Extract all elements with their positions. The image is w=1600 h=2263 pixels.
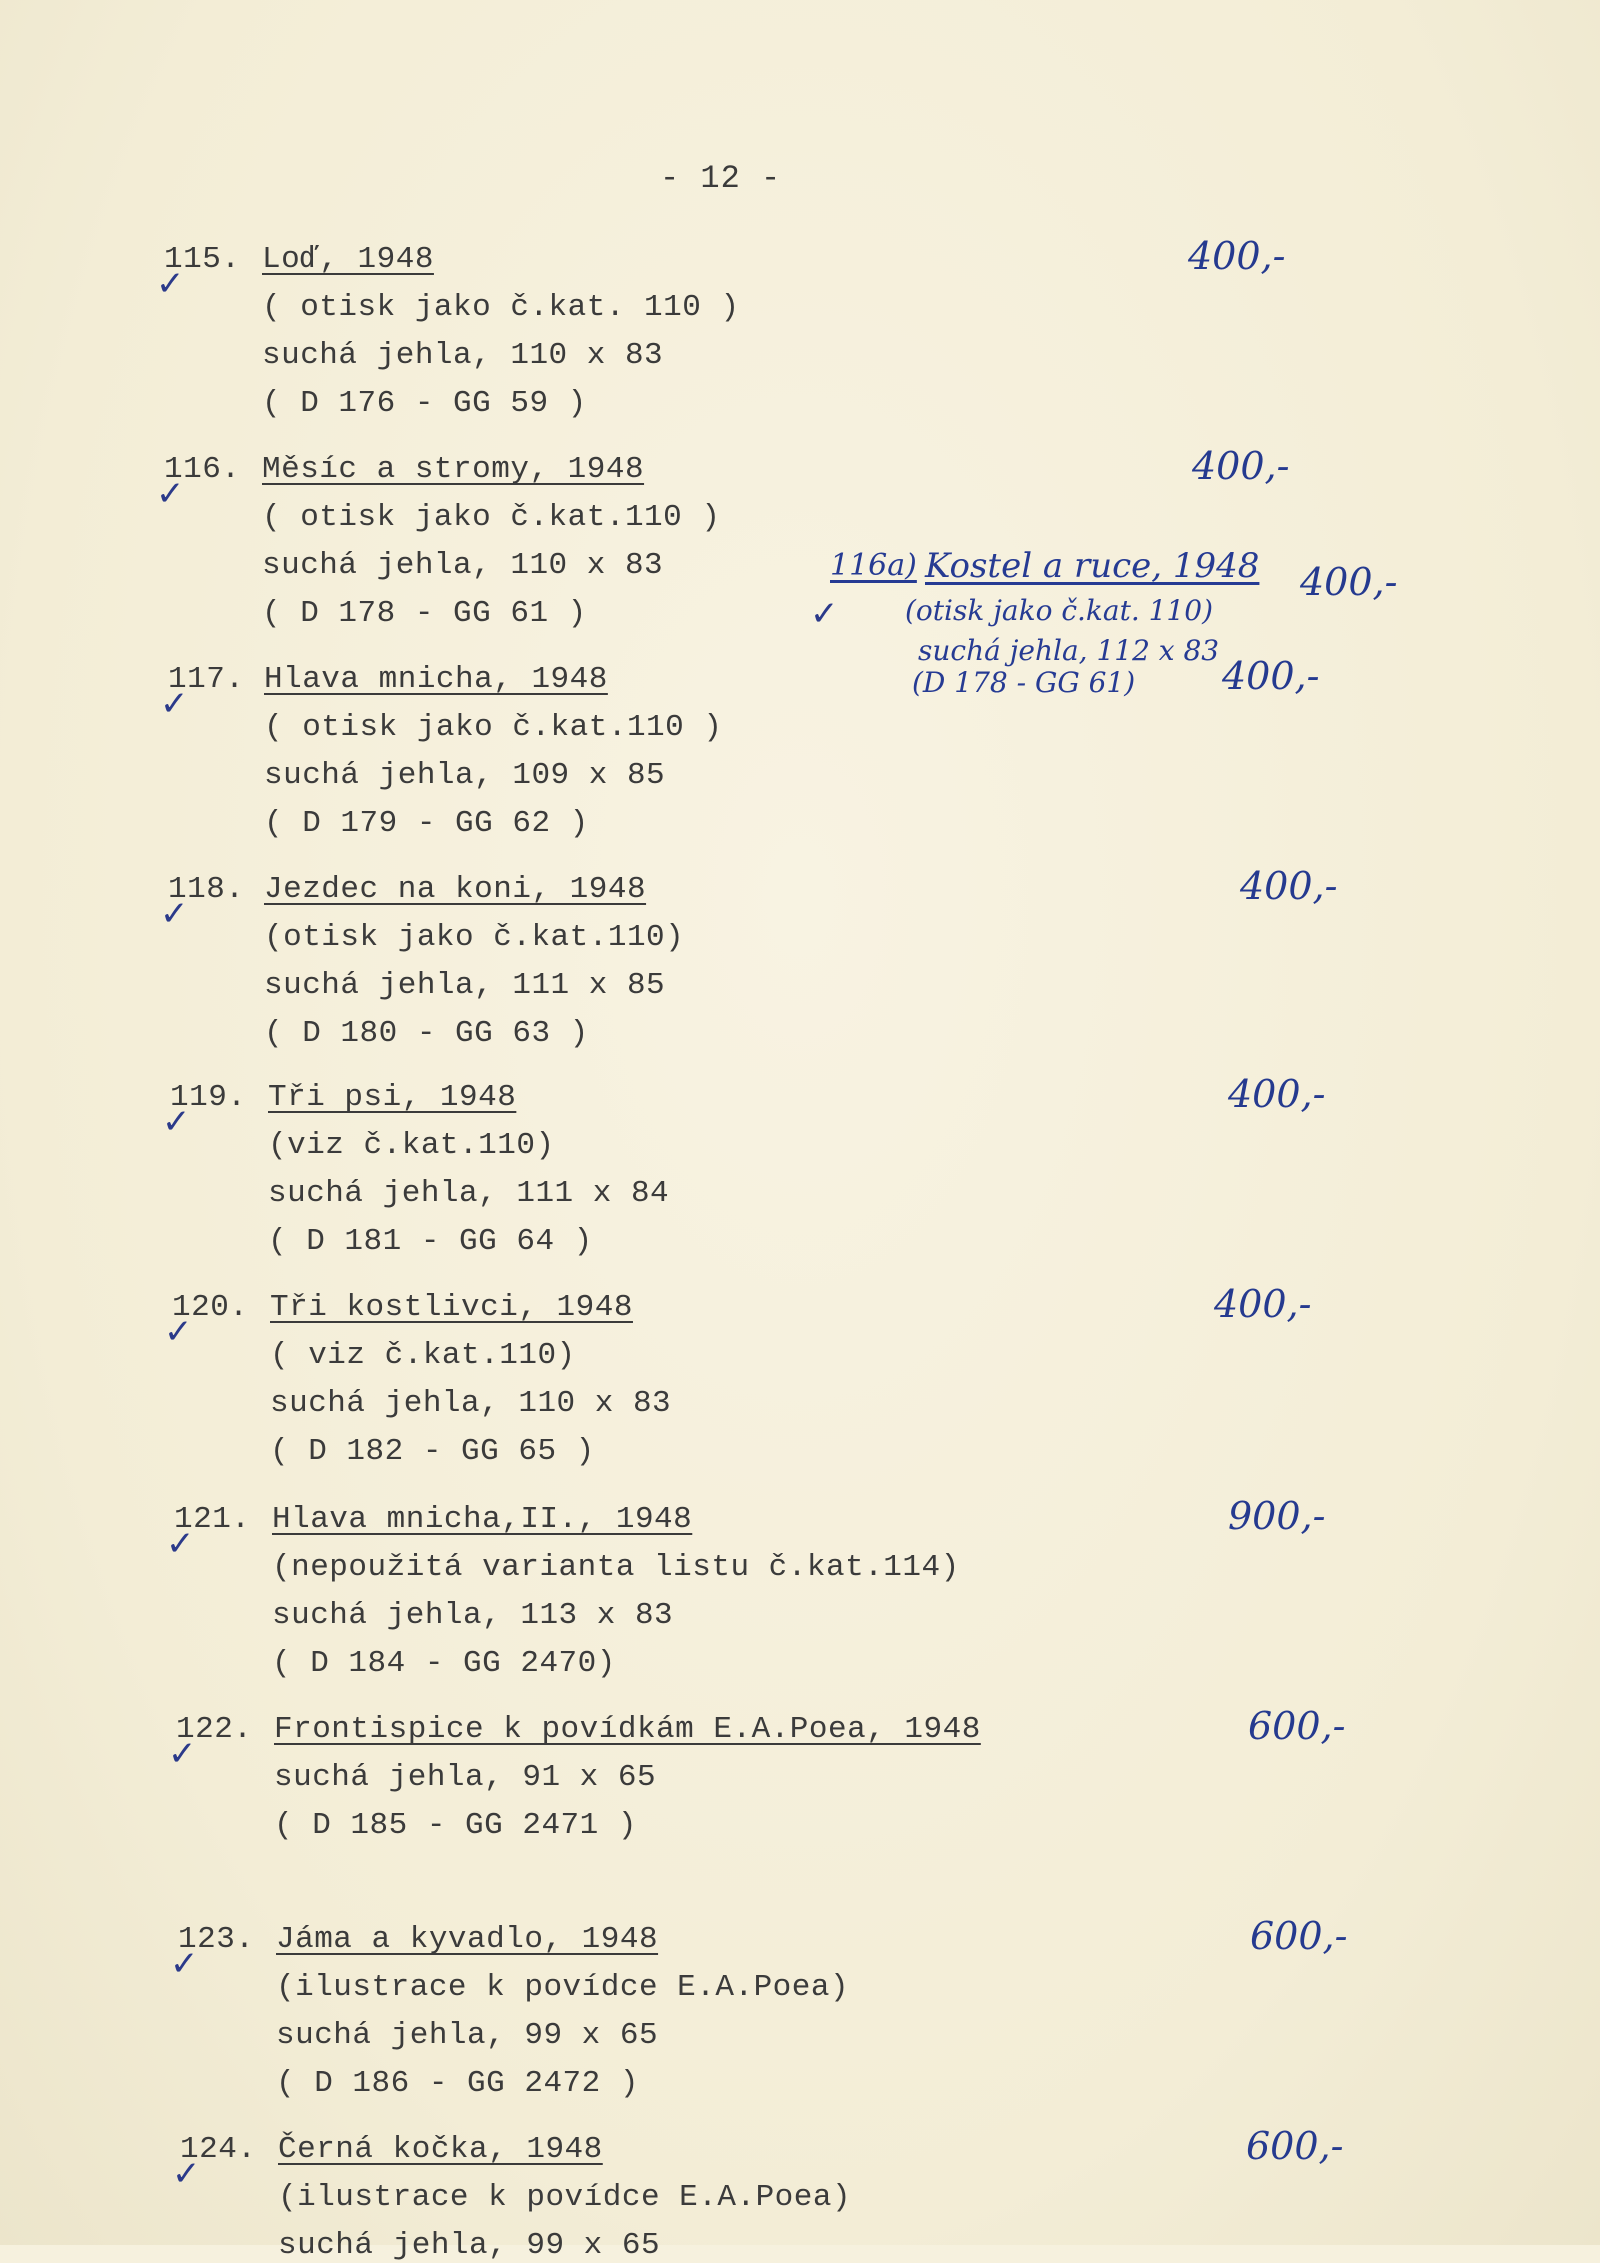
page-number: - 12 - xyxy=(660,160,782,197)
entry-title: Hlava mnicha,II., 1948 xyxy=(272,1502,693,1537)
check-mark-icon: ✓ xyxy=(160,894,189,934)
entry-detail-line: ( D 176 - GG 59 ) xyxy=(262,386,587,421)
entry-detail-line: suchá jehla, 110 x 83 xyxy=(262,338,664,373)
entry-title: Frontispice k povídkám E.A.Poea, 1948 xyxy=(274,1712,981,1747)
entry-price: 400,- xyxy=(1240,864,1338,908)
entry-detail-line: (ilustrace k povídce E.A.Poea) xyxy=(276,1970,850,2005)
entry-detail-line: ( D 186 - GG 2472 ) xyxy=(276,2066,639,2101)
entry-number: 119. xyxy=(170,1080,247,1115)
entry-title: Černá kočka, 1948 xyxy=(278,2132,603,2167)
entry-price: 600,- xyxy=(1246,2124,1344,2168)
entry-number: 123. xyxy=(178,1922,255,1957)
entry-price: 400,- xyxy=(1192,444,1290,488)
entry-detail-line: (viz č.kat.110) xyxy=(268,1128,555,1163)
entry-detail-line: (nepoužitá varianta listu č.kat.114) xyxy=(272,1550,960,1585)
entry-detail-line: ( D 180 - GG 63 ) xyxy=(264,1016,589,1051)
entry-detail-line: ( otisk jako č.kat.110 ) xyxy=(264,710,723,745)
handwritten-addition-line-3: (D 178 - GG 61) xyxy=(912,666,1136,699)
entry-detail-line: (otisk jako č.kat.110) xyxy=(264,920,685,955)
entry-detail-line: ( D 179 - GG 62 ) xyxy=(264,806,589,841)
entry-title: Jezdec na koni, 1948 xyxy=(264,872,647,907)
entry-title: Tři psi, 1948 xyxy=(268,1080,517,1115)
check-mark-icon: ✓ xyxy=(170,1944,199,1984)
entry-price: 600,- xyxy=(1248,1704,1346,1748)
entry-price: 400,- xyxy=(1214,1282,1312,1326)
handwritten-addition-line-1: (otisk jako č.kat. 110) xyxy=(905,594,1213,627)
entry-detail-line: ( viz č.kat.110) xyxy=(270,1338,576,1373)
entry-detail-line: suchá jehla, 91 x 65 xyxy=(274,1760,657,1795)
check-mark-icon: ✓ xyxy=(156,264,185,304)
check-mark-icon: ✓ xyxy=(166,1524,195,1564)
entry-price: 400,- xyxy=(1188,234,1286,278)
check-mark-icon: ✓ xyxy=(810,594,839,634)
check-mark-icon: ✓ xyxy=(168,1734,197,1774)
entry-detail-line: (ilustrace k povídce E.A.Poea) xyxy=(278,2180,852,2215)
entry-price: 400,- xyxy=(1222,654,1320,698)
entry-detail-line: suchá jehla, 99 x 65 xyxy=(276,2018,659,2053)
entry-number: 122. xyxy=(176,1712,253,1747)
entry-price: 900,- xyxy=(1228,1494,1326,1538)
entry-number: 118. xyxy=(168,872,245,907)
check-mark-icon: ✓ xyxy=(162,1102,191,1142)
entry-number: 120. xyxy=(172,1290,249,1325)
check-mark-icon: ✓ xyxy=(164,1312,193,1352)
entry-detail-line: ( otisk jako č.kat. 110 ) xyxy=(262,290,740,325)
entry-title: Měsíc a stromy, 1948 xyxy=(262,452,645,487)
handwritten-addition-number: 116a) xyxy=(830,548,917,583)
entry-number: 117. xyxy=(168,662,245,697)
entry-detail-line: suchá jehla, 111 x 85 xyxy=(264,968,666,1003)
check-mark-icon: ✓ xyxy=(156,474,185,514)
entry-title: Tři kostlivci, 1948 xyxy=(270,1290,633,1325)
entry-detail-line: suchá jehla, 110 x 83 xyxy=(270,1386,672,1421)
entry-detail-line: ( D 185 - GG 2471 ) xyxy=(274,1808,637,1843)
entry-detail-line: suchá jehla, 110 x 83 xyxy=(262,548,664,583)
entry-detail-line: ( otisk jako č.kat.110 ) xyxy=(262,500,721,535)
entry-detail-line: suchá jehla, 111 x 84 xyxy=(268,1176,670,1211)
entry-detail-line: ( D 182 - GG 65 ) xyxy=(270,1434,595,1469)
entry-price: 600,- xyxy=(1250,1914,1348,1958)
handwritten-addition-title: Kostel a ruce, 1948 xyxy=(925,546,1260,586)
entry-number: 115. xyxy=(164,242,241,277)
entry-title: Loď, 1948 xyxy=(262,242,434,277)
entry-price: 400,- xyxy=(1228,1072,1326,1116)
check-mark-icon: ✓ xyxy=(160,684,189,724)
entry-detail-line: ( D 178 - GG 61 ) xyxy=(262,596,587,631)
entry-number: 116. xyxy=(164,452,241,487)
entry-detail-line: suchá jehla, 113 x 83 xyxy=(272,1598,674,1633)
handwritten-addition-line-2: suchá jehla, 112 x 83 xyxy=(918,634,1220,667)
entry-detail-line: ( D 181 - GG 64 ) xyxy=(268,1224,593,1259)
entry-detail-line: suchá jehla, 109 x 85 xyxy=(264,758,666,793)
entry-number: 124. xyxy=(180,2132,257,2167)
check-mark-icon: ✓ xyxy=(172,2154,201,2194)
entry-title: Jáma a kyvadlo, 1948 xyxy=(276,1922,659,1957)
entry-detail-line: suchá jehla, 99 x 65 xyxy=(278,2228,661,2263)
entry-detail-line: ( D 184 - GG 2470) xyxy=(272,1646,616,1681)
handwritten-addition-price: 400,- xyxy=(1300,560,1398,604)
entry-number: 121. xyxy=(174,1502,251,1537)
entry-title: Hlava mnicha, 1948 xyxy=(264,662,608,697)
